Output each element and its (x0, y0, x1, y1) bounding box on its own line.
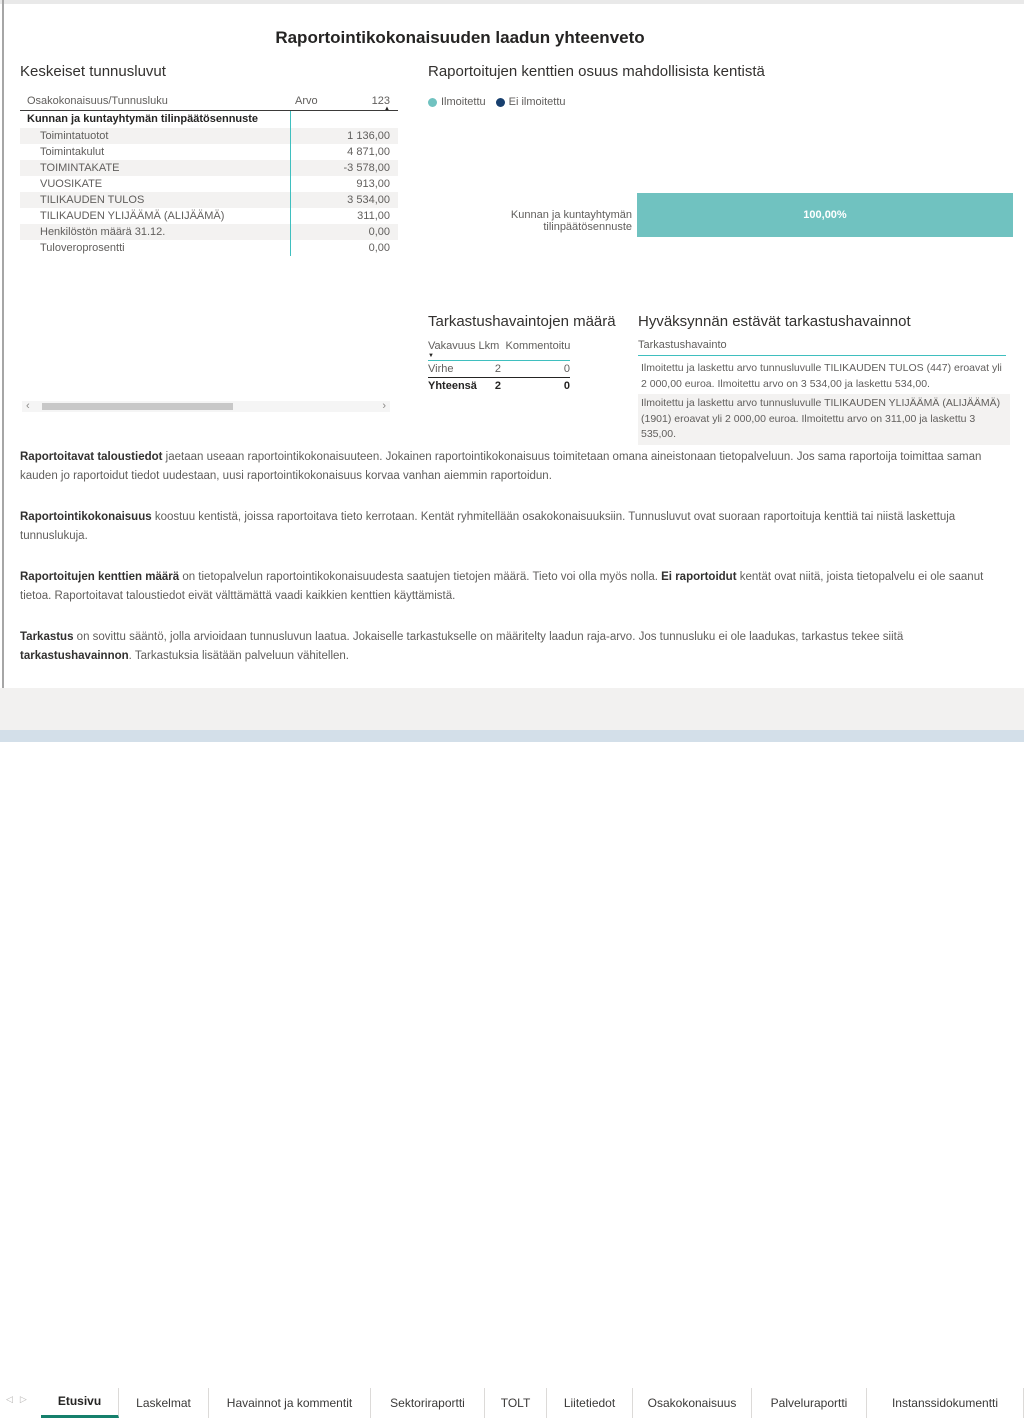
row-value: 1 136,00 (290, 128, 398, 144)
tab-tolt[interactable]: TOLT (485, 1388, 547, 1418)
finding-row: Ilmoitettu ja laskettu arvo tunnusluvulle TILIKAUDEN YLIJÄÄMÄ (ALIJÄÄMÄ) (1901) eroavat yli 2 000,00 euroa. Ilmoitettu arvo on 311,00 ja laskettu 3 535,00. (638, 394, 1010, 445)
legend-dot-teal-icon (428, 98, 437, 107)
table-group-row (20, 111, 398, 128)
table-row (20, 144, 398, 160)
row-value: 913,00 (290, 176, 398, 192)
column-header-count[interactable]: Lkm (478, 340, 500, 352)
sort-descending-icon: ▼ (428, 353, 434, 359)
group-label: Kunnan ja kuntayhtymän tilinpäätösennuste (27, 113, 259, 125)
findings-table-header (428, 340, 570, 361)
table-row (20, 176, 398, 192)
total-count: 2 (494, 380, 501, 392)
row-label: Toimintatuotot (40, 130, 109, 142)
tab-havainnot-ja-kommentit[interactable]: Havainnot ja kommentit (209, 1388, 371, 1418)
severity-cell: Virhe (428, 363, 454, 375)
tab-instanssidokumentti[interactable]: Instanssidokumentti (867, 1388, 1024, 1418)
bottom-strip (0, 730, 1024, 742)
chart-bar-reported[interactable] (637, 193, 1013, 237)
row-value: 0,00 (290, 224, 398, 240)
chart-category-label: Kunnan ja kuntayhtymän tilinpäätösennuste (510, 209, 632, 233)
key-figures-table (20, 111, 398, 256)
table-row (20, 208, 398, 224)
next-page-icon[interactable]: ▷ (19, 1394, 27, 1404)
blocking-findings-table (638, 359, 1010, 445)
row-value: -3 578,00 (290, 160, 398, 176)
chart-legend (428, 96, 566, 108)
legend-item-not-reported[interactable] (496, 96, 566, 108)
commented-cell: 0 (563, 363, 570, 375)
paragraph: Raportoitujen kenttien määrä on tietopalvelun raportointikokonaisuudesta saatujen tietojen määrä. Tieto voi olla myös nolla. Ei raportoidut kentät ovat niitä, joista tietopalvelu ei ole saanut tietoa. Raportoitavat taloustiedot eivät välttämättä vaadi kaikkien kenttien käyttämistä. (20, 571, 984, 602)
legend-label: Ei ilmoitettu (508, 96, 566, 108)
findings-count-title: Tarkastushavaintojen määrä (428, 313, 616, 330)
tab-osakokonaisuus[interactable]: Osakokonaisuus (633, 1388, 752, 1418)
row-value: 3 534,00 (290, 192, 398, 208)
count-cell: 2 (494, 363, 501, 375)
left-border (2, 0, 4, 742)
paragraph: Raportointikokonaisuus koostuu kentistä, joissa raportoitava tieto kerrotaan. Kentät ryhmitellään osakokonaisuuksiin. Tunnusluvut ovat suoraan raportoituja kenttiä tai niistä laskettuja tunnuslukuja. (20, 511, 956, 542)
tab-row (41, 1388, 1024, 1418)
tab-sektoriraportti[interactable]: Sektoriraportti (371, 1388, 485, 1418)
column-header-arvo[interactable]: Arvo (295, 95, 318, 107)
findings-count-table (428, 340, 570, 394)
blocking-findings-title: Hyväksynnän estävät tarkastushavainnot (638, 313, 911, 330)
group-value (290, 111, 398, 128)
table-row (20, 240, 398, 256)
tab-liitetiedot[interactable]: Liitetiedot (547, 1388, 633, 1418)
scroll-left-icon[interactable]: ‹ (26, 400, 30, 412)
finding-row: Ilmoitettu ja laskettu arvo tunnusluvulle TILIKAUDEN TULOS (447) eroavat yli 2 000,00 euroa. Ilmoitettu arvo on 3 534,00 ja laskettu 534,00. (641, 362, 1002, 390)
tab-etusivu[interactable]: Etusivu (41, 1388, 119, 1418)
column-header-severity[interactable]: Vakavuus ▼ (428, 340, 476, 359)
column-header-commented[interactable]: Kommentoitu (505, 340, 571, 352)
page-title: Raportointikokonaisuuden laadun yhteenveto (275, 28, 645, 47)
tab-palveluraportti[interactable]: Palveluraportti (752, 1388, 867, 1418)
row-value: 4 871,00 (290, 144, 398, 160)
horizontal-scrollbar[interactable] (22, 401, 390, 412)
findings-table-row (428, 361, 570, 378)
scrollbar-thumb[interactable] (42, 403, 233, 410)
table-row (20, 192, 398, 208)
fields-chart-title: Raportoitujen kenttien osuus mahdollisista kentistä (428, 63, 765, 80)
findings-table-total-row (428, 378, 570, 394)
row-value: 311,00 (290, 208, 398, 224)
legend-label: Ilmoitettu (441, 96, 486, 108)
row-label: Toimintakulut (40, 146, 105, 158)
scroll-right-icon[interactable]: › (382, 400, 386, 412)
prev-page-icon[interactable]: ◁ (6, 1394, 13, 1404)
sort-ascending-icon: ▲ (384, 106, 390, 112)
total-label: Yhteensä (428, 380, 477, 392)
row-label: Tuloveroprosentti (40, 242, 125, 254)
column-header-name[interactable]: Osakokonaisuus/Tunnusluku (27, 95, 168, 107)
paragraph: Raportoitavat taloustiedot jaetaan useaan raportointikokonaisuuteen. Jokainen raportointikokonaisuus toimitetaan omana aineistonaan tietopalveluun. Jos sama raportoija toimittaa saman kauden jo raportoidut tiedot uudestaan, uusi raportointikokonaisuus korvaa vanhan aiemmin raportoidun. (20, 451, 982, 482)
row-label: TOIMINTAKATE (40, 162, 120, 174)
legend-dot-navy-icon (496, 98, 505, 107)
table-row (20, 128, 398, 144)
tab-laskelmat[interactable]: Laskelmat (119, 1388, 209, 1418)
column-header-finding[interactable]: Tarkastushavainto (638, 339, 1006, 356)
table-row (20, 160, 398, 176)
top-border (0, 0, 1024, 4)
row-label: Henkilöstön määrä 31.12. (40, 226, 166, 238)
row-label: TILIKAUDEN TULOS (40, 194, 145, 206)
paragraph: Tarkastus on sovittu sääntö, jolla arvioidaan tunnusluvun laatua. Jokaiselle tarkastukselle on määritelty laadun raja-arvo. Jos tunnusluku ei ole laadukas, tarkastus tekee siitä tarkastushavainnon. Tarkastuksia lisätään palveluun vähitellen. (20, 631, 904, 662)
key-figures-table-header (20, 94, 398, 111)
description-text (20, 448, 1010, 688)
tab-bar (0, 688, 1024, 1410)
row-label: VUOSIKATE (40, 178, 103, 190)
tab-navigation (6, 1394, 27, 1405)
row-label: TILIKAUDEN YLIJÄÄMÄ (ALIJÄÄMÄ) (40, 210, 225, 222)
column-header-value[interactable] (290, 94, 398, 110)
legend-item-reported[interactable] (428, 96, 486, 108)
row-value: 0,00 (290, 240, 398, 256)
table-row (20, 224, 398, 240)
bar-data-label: 100,00% (803, 209, 847, 221)
column-header-123[interactable]: 123 (371, 95, 390, 107)
total-commented: 0 (563, 380, 570, 392)
key-figures-title: Keskeiset tunnusluvut (20, 63, 166, 80)
